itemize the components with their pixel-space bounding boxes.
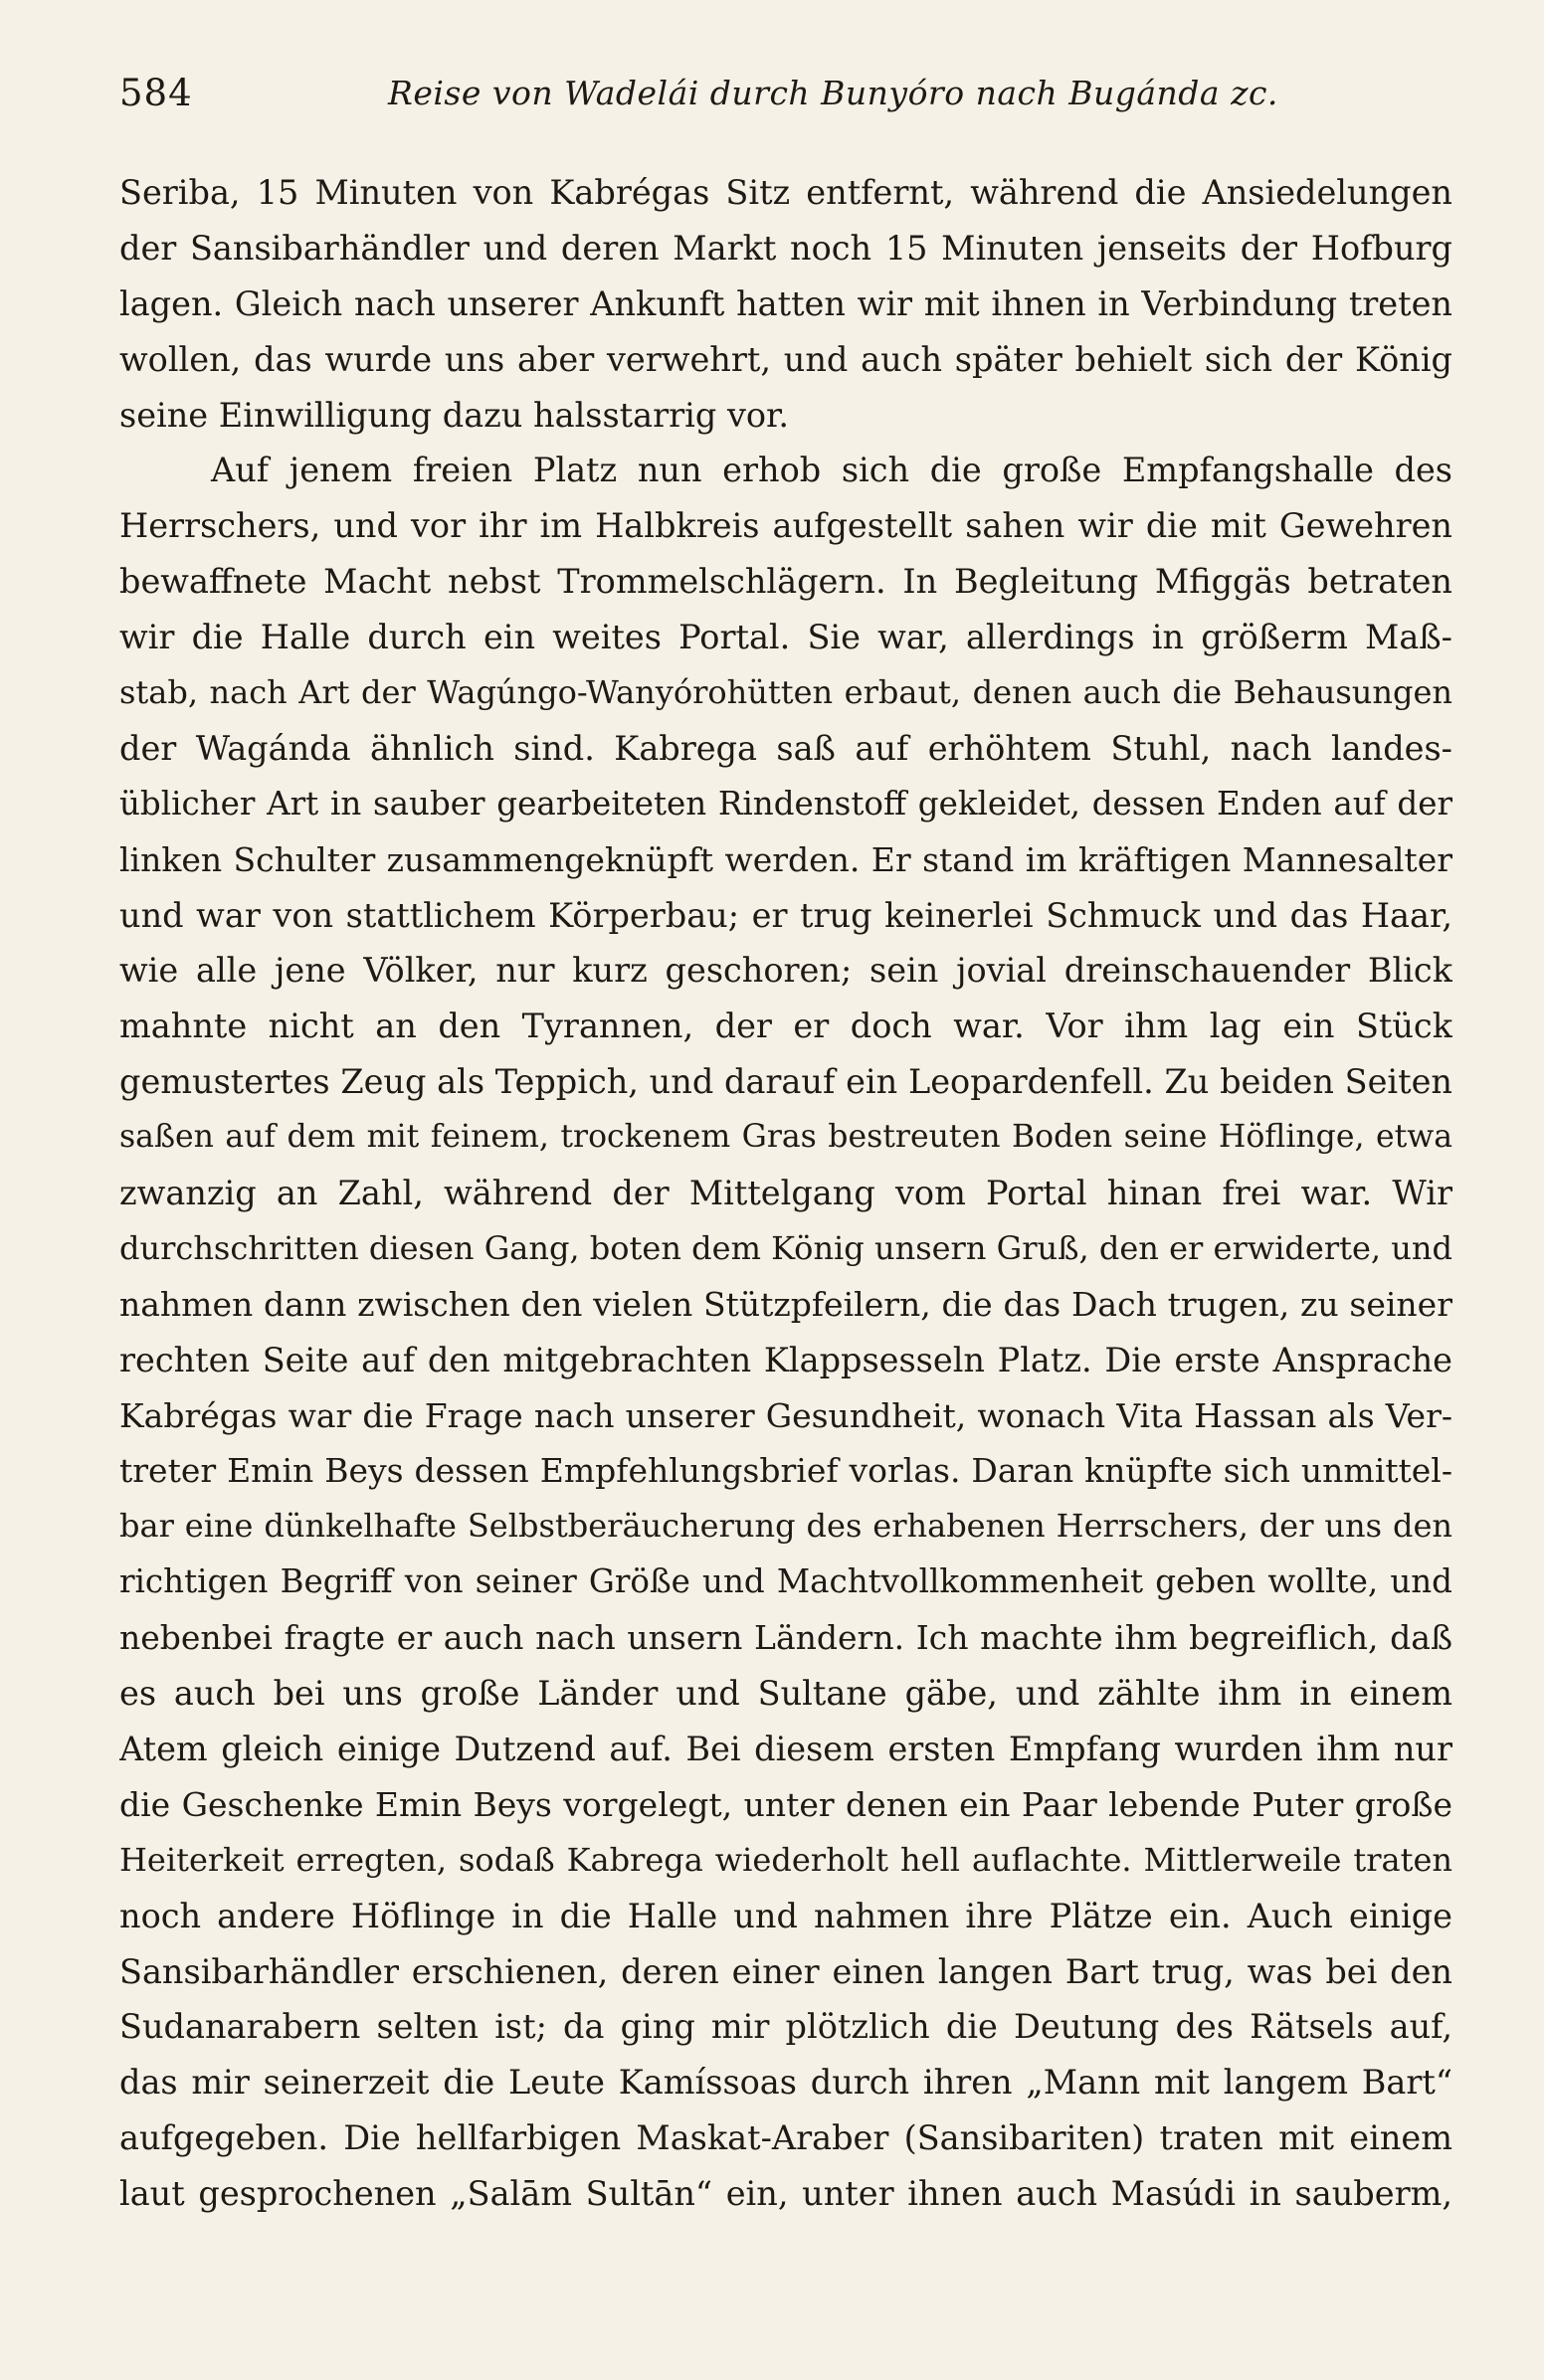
text-line: rechten Seite auf den mitgebrachten Klappsesseln Platz. Die erste Ansprache (119, 1340, 1452, 1379)
text-line: gemustertes Zeug als Teppich, und darauf ein Leopardenfell. Zu beiden Seiten (119, 1062, 1452, 1102)
text-line: Herrschers, und vor ihr im Halbkreis aufgestellt sahen wir die mit Gewehren (119, 506, 1452, 546)
body-text (119, 165, 1452, 2222)
text-line: Kabrégas war die Frage nach unserer Gesundheit, wonach Vita Hassan als Ver- (119, 1395, 1452, 1435)
text-line: es auch bei uns große Länder und Sultane gäbe, und zählte ihm in einem (119, 1674, 1452, 1714)
text-line: Sudanarabern selten ist; da ging mir plötzlich die Deutung des Rätsels auf, (119, 2007, 1452, 2047)
text-line: und war von stattlichem Körperbau; er trug keinerlei Schmuck und das Haar, (119, 895, 1452, 935)
text-line: nahmen dann zwischen den vielen Stützpfeilern, die das Dach trugen, zu seiner (119, 1284, 1452, 1324)
text-line: das mir seinerzeit die Leute Kamíssoas durch ihren „Mann mit langem Bart“ (119, 2063, 1452, 2103)
text-line: treter Emin Beys dessen Empfehlungsbrief vorlas. Daran knüpfte sich unmittel- (119, 1451, 1452, 1491)
text-line: üblicher Art in sauber gearbeiteten Rindenstoff gekleidet, dessen Enden auf der (119, 784, 1452, 823)
text-line: laut gesprochenen „Salām Sultān“ ein, unter ihnen auch Masúdi in sauberm, (119, 2174, 1452, 2214)
text-line: Auf jenem freien Platz nun erhob sich die große Empfangshalle des (211, 451, 1452, 490)
text-line: lagen. Gleich nach unserer Ankunft hatten wir mit ihnen in Verbindung treten (119, 283, 1452, 323)
text-line: Seriba, 15 Minuten von Kabrégas Sitz entfernt, während die Ansiedelungen (119, 173, 1452, 212)
text-line: wie alle jene Völker, nur kurz geschoren; sein jovial dreinschauender Blick (119, 951, 1452, 991)
text-line: noch andere Höflinge in die Halle und nahmen ihre Plätze ein. Auch einige (119, 1896, 1452, 1935)
running-head: Reise von Wadelái durch Bunyóro nach Bugánda zc. (388, 74, 1278, 112)
text-line: zwanzig an Zahl, während der Mittelgang vom Portal hinan frei war. Wir (119, 1174, 1452, 1213)
text-line: die Geschenke Emin Beys vorgelegt, unter denen ein Paar lebende Puter große (119, 1784, 1452, 1824)
text-line: der Sansibarhändler und deren Markt noch 15 Minuten jenseits der Hofburg (119, 228, 1452, 268)
text-line: saßen auf dem mit feinem, trockenem Gras bestreuten Boden seine Höflinge, etwa (119, 1119, 1452, 1156)
text-line: wir die Halle durch ein weites Portal. Sie war, allerdings in größerm Maß- (119, 618, 1452, 657)
text-line: der Wagánda ähnlich sind. Kabrega saß auf erhöhtem Stuhl, nach landes- (119, 728, 1452, 768)
page-number: 584 (119, 72, 193, 114)
text-line: aufgegeben. Die hellfarbigen Maskat-Araber (Sansibariten) traten mit einem (119, 2118, 1452, 2158)
text-line: seine Einwilligung dazu halsstarrig vor. (119, 395, 790, 435)
text-line: nebenbei fragte er auch nach unsern Ländern. Ich machte ihm begreiflich, daß (119, 1618, 1452, 1658)
text-line: wollen, das wurde uns aber verwehrt, und auch später behielt sich der König (119, 339, 1452, 379)
text-line: bar eine dünkelhafte Selbstberäucherung des erhabenen Herrschers, der uns den (119, 1507, 1452, 1546)
text-line: Atem gleich einige Dutzend auf. Bei diesem ersten Empfang wurden ihm nur (119, 1729, 1452, 1768)
text-line: durchschritten diesen Gang, boten dem König unsern Gruß, den er erwiderte, und (119, 1228, 1452, 1267)
page-header (119, 72, 1452, 131)
text-line: bewaffnete Macht nebst Trommelschlägern. In Begleitung Mfiggäs betraten (119, 562, 1452, 602)
text-line: Heiterkeit erregten, sodaß Kabrega wiederholt hell auflachte. Mittlerweile traten (119, 1840, 1452, 1879)
text-line: Sansibarhändler erschienen, deren einer einen langen Bart trug, was bei den (119, 1951, 1452, 1991)
text-line: richtigen Begriff von seiner Größe und Machtvollkommenheit geben wollte, und (119, 1562, 1452, 1601)
text-line: linken Schulter zusammengeknüpft werden. Er stand im kräftigen Mannesalter (119, 839, 1452, 879)
text-line: mahnte nicht an den Tyrannen, der er doch war. Vor ihm lag ein Stück (119, 1007, 1452, 1046)
text-line: stab, nach Art der Wagúngo-Wanyórohütten erbaut, denen auch die Behausungen (119, 673, 1452, 712)
